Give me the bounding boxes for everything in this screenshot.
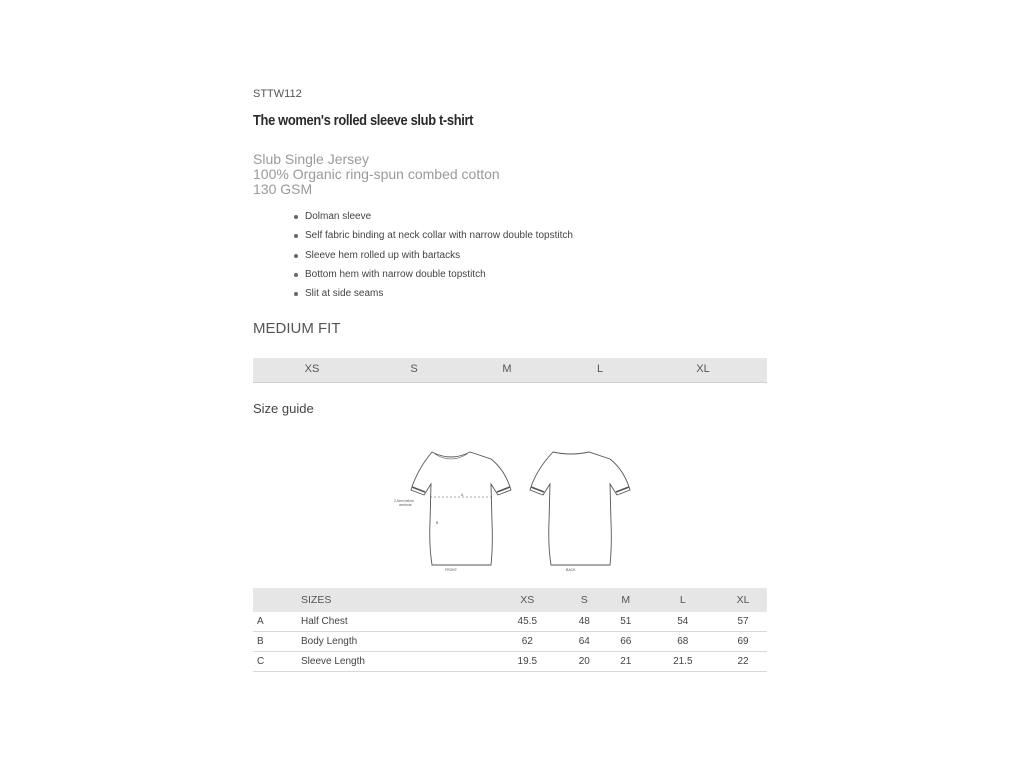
tshirt-back-drawing xyxy=(530,452,630,565)
fabric-line: 130 GSM xyxy=(253,181,313,197)
size-column-header: L xyxy=(647,588,720,612)
size-column-header: M xyxy=(605,588,646,612)
size-table xyxy=(253,588,767,672)
row-letter: C xyxy=(253,652,301,672)
measure-note: 2,5cm below xyxy=(394,499,414,503)
size-column-header: XS xyxy=(491,588,564,612)
spec-sheet xyxy=(253,0,767,768)
table-cell: 62 xyxy=(491,632,564,652)
tshirt-front-drawing xyxy=(411,452,511,565)
table-cell: 68 xyxy=(647,632,720,652)
size-table-header xyxy=(253,588,767,612)
row-name: Sleeve Length xyxy=(301,652,491,672)
size-guide-label: Size guide xyxy=(253,401,314,416)
product-code: STTW112 xyxy=(253,88,302,100)
table-cell: 69 xyxy=(719,632,767,652)
table-row xyxy=(253,652,767,672)
row-letter: B xyxy=(253,632,301,652)
table-cell: 64 xyxy=(564,632,605,652)
table-cell: 66 xyxy=(605,632,646,652)
table-cell: 48 xyxy=(564,612,605,632)
feature-item: Bottom hem with narrow double topstitch xyxy=(293,267,573,286)
feature-item: Sleeve hem rolled up with bartacks xyxy=(293,248,573,267)
row-letter: A xyxy=(253,612,301,632)
fit-size-label: L xyxy=(596,363,604,375)
fit-size-label: XL xyxy=(696,363,710,375)
feature-item: Self fabric binding at neck collar with narrow double topstitch xyxy=(293,228,573,247)
table-cell: 57 xyxy=(719,612,767,632)
table-cell: 21.5 xyxy=(647,652,720,672)
fabric-line: Slub Single Jersey xyxy=(253,151,369,167)
fit-size-bar xyxy=(253,358,767,383)
sizes-header: SIZES xyxy=(301,588,491,612)
size-column-header: XL xyxy=(719,588,767,612)
table-cell: 21 xyxy=(605,652,646,672)
table-row xyxy=(253,612,767,632)
measure-note: armhole xyxy=(399,503,412,507)
table-row xyxy=(253,632,767,652)
size-column-header: S xyxy=(564,588,605,612)
row-name: Body Length xyxy=(301,632,491,652)
back-label: BACK xyxy=(566,568,576,572)
feature-list xyxy=(293,209,573,305)
table-cell: 22 xyxy=(719,652,767,672)
fit-size-label: S xyxy=(410,363,418,375)
table-cell: 54 xyxy=(647,612,720,632)
fit-size-label: M xyxy=(502,363,512,375)
table-cell: 19.5 xyxy=(491,652,564,672)
table-cell: 51 xyxy=(605,612,646,632)
fit-size-label: XS xyxy=(304,363,320,375)
feature-item: Dolman sleeve xyxy=(293,209,573,228)
garment-drawings xyxy=(391,440,661,575)
product-title: The women's rolled sleeve slub t-shirt xyxy=(253,112,474,129)
marker-a: A xyxy=(461,493,464,497)
fabric-description xyxy=(253,152,500,197)
row-name: Half Chest xyxy=(301,612,491,632)
table-cell: 45.5 xyxy=(491,612,564,632)
fabric-line: 100% Organic ring-spun combed cotton xyxy=(253,166,500,182)
table-cell: 20 xyxy=(564,652,605,672)
front-label: FRONT xyxy=(445,568,458,572)
fit-label: MEDIUM FIT xyxy=(253,320,341,337)
feature-item: Slit at side seams xyxy=(293,286,573,305)
marker-b: B xyxy=(436,521,439,525)
